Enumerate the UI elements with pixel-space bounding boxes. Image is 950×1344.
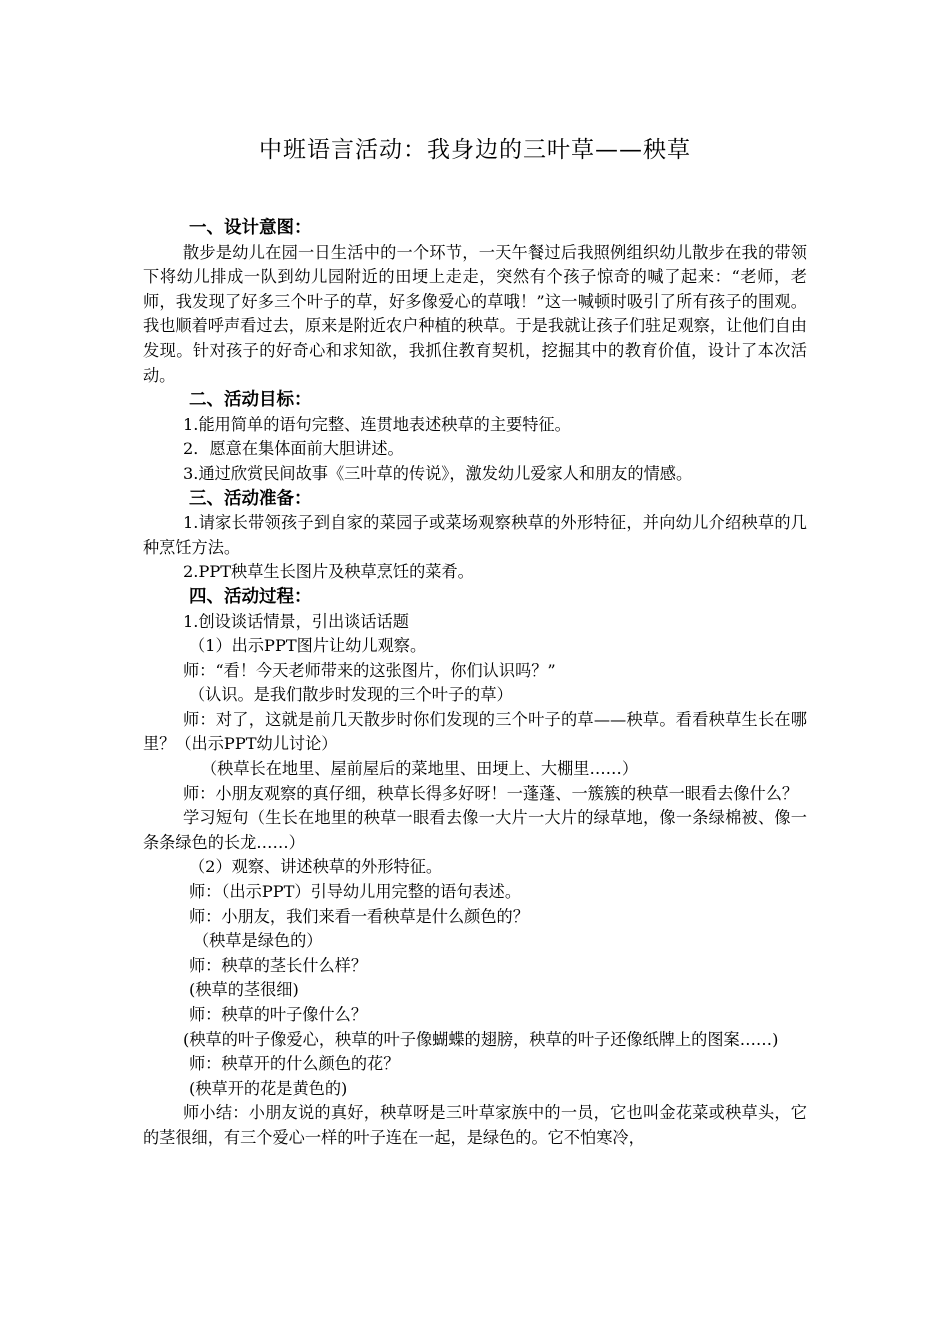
page-title: 中班语言活动：我身边的三叶草——秧草 bbox=[259, 137, 691, 163]
process-line: 师小结：小朋友说的真好，秧草呀是三叶草家族中的一员，它也叫金花菜或秧草头，它的茎很细，有三个爱心一样的叶子连在一起，是绿色的。它不怕寒冷， bbox=[143, 1103, 807, 1147]
paragraph-design-intent: 散步是幼儿在园一日生活中的一个环节，一天午餐过后我照例组织幼儿散步在我的带领下将幼儿排成一队到幼儿园附近的田埂上走走，突然有个孩子惊奇的喊了起来：“老师，老师，我发现了好多三个叶子的草，好多像爱心的草哦！”这一喊顿时吸引了所有孩子的围观。我也顺着呼声看过去，原来是附近农户种植的秧草。于是我就让孩子们驻足观察，让他们自由发现。针对孩子的好奇心和求知欲，我抓住教育契机，挖掘其中的教育价值，设计了本次活动。 bbox=[143, 242, 807, 385]
process-line: 学习短句（生长在地里的秧草一眼看去像一大片一大片的绿草地，像一条绿棉被、像一条条绿色的长龙……） bbox=[143, 808, 807, 852]
process-line: (秧草的叶子像爱心，秧草的叶子像蝴蝶的翅膀，秧草的叶子还像纸牌上的图案……) bbox=[183, 1029, 779, 1049]
process-line: (秧草的茎很细) bbox=[189, 980, 299, 1000]
process-line: (秧草开的花是黄色的) bbox=[189, 1078, 348, 1098]
process-line: 师：秧草的茎长什么样？ bbox=[189, 955, 368, 975]
process-line: 师：（出示PPT）引导幼儿用完整的语句表述。 bbox=[189, 882, 522, 902]
section-heading-goals: 二、活动目标： bbox=[189, 390, 312, 411]
process-line: 师：小朋友观察的真仔细，秧草长得多好呀！一蓬蓬、一簇簇的秧草一眼看去像什么？ bbox=[183, 783, 799, 803]
goal-item-1: 1.能用简单的语句完整、连贯地表述秧草的主要特征。 bbox=[183, 414, 571, 434]
section-heading-process: 四、活动过程： bbox=[189, 586, 312, 607]
process-line: 师：“看！今天老师带来的这张图片，你们认识吗？” bbox=[183, 660, 556, 680]
preparation-item-2: 2.PPT秧草生长图片及秧草烹饪的菜肴。 bbox=[183, 562, 474, 582]
goal-item-2: 2．愿意在集体面前大胆讲述。 bbox=[183, 439, 404, 459]
process-line: （2）观察、讲述秧草的外形特征。 bbox=[189, 857, 443, 877]
preparation-item-1: 1.请家长带领孩子到自家的菜园子或菜场观察秧草的外形特征，并向幼儿介绍秧草的几种烹饪方法。 bbox=[143, 513, 807, 557]
process-line: 师：秧草的叶子像什么？ bbox=[189, 1005, 368, 1024]
process-line: （认识。是我们散步时发现的三个叶子的草） bbox=[189, 685, 513, 705]
process-line: （秧草长在地里、屋前屋后的菜地里、田埂上、大棚里……） bbox=[201, 759, 639, 779]
section-heading-preparation: 三、活动准备： bbox=[189, 488, 312, 509]
process-line: 师：小朋友，我们来看一看秧草是什么颜色的？ bbox=[189, 906, 529, 926]
goal-item-3: 3.通过欣赏民间故事《三叶草的传说》，激发幼儿爱家人和朋友的情感。 bbox=[183, 463, 693, 483]
process-line: （1）出示PPT图片让幼儿观察。 bbox=[189, 636, 427, 656]
document-body bbox=[143, 216, 807, 1151]
process-line: 师：秧草开的什么颜色的花？ bbox=[189, 1054, 400, 1074]
process-line: 师：对了，这就是前几天散步时你们发现的三个叶子的草——秧草。看看秧草生长在哪里？（出示PPT幼儿讨论） bbox=[143, 709, 807, 754]
process-line: （秧草是绿色的） bbox=[193, 931, 323, 951]
section-heading-design-intent: 一、设计意图： bbox=[189, 218, 312, 238]
process-line: 1.创设谈话情景，引出谈话话题 bbox=[183, 611, 409, 631]
